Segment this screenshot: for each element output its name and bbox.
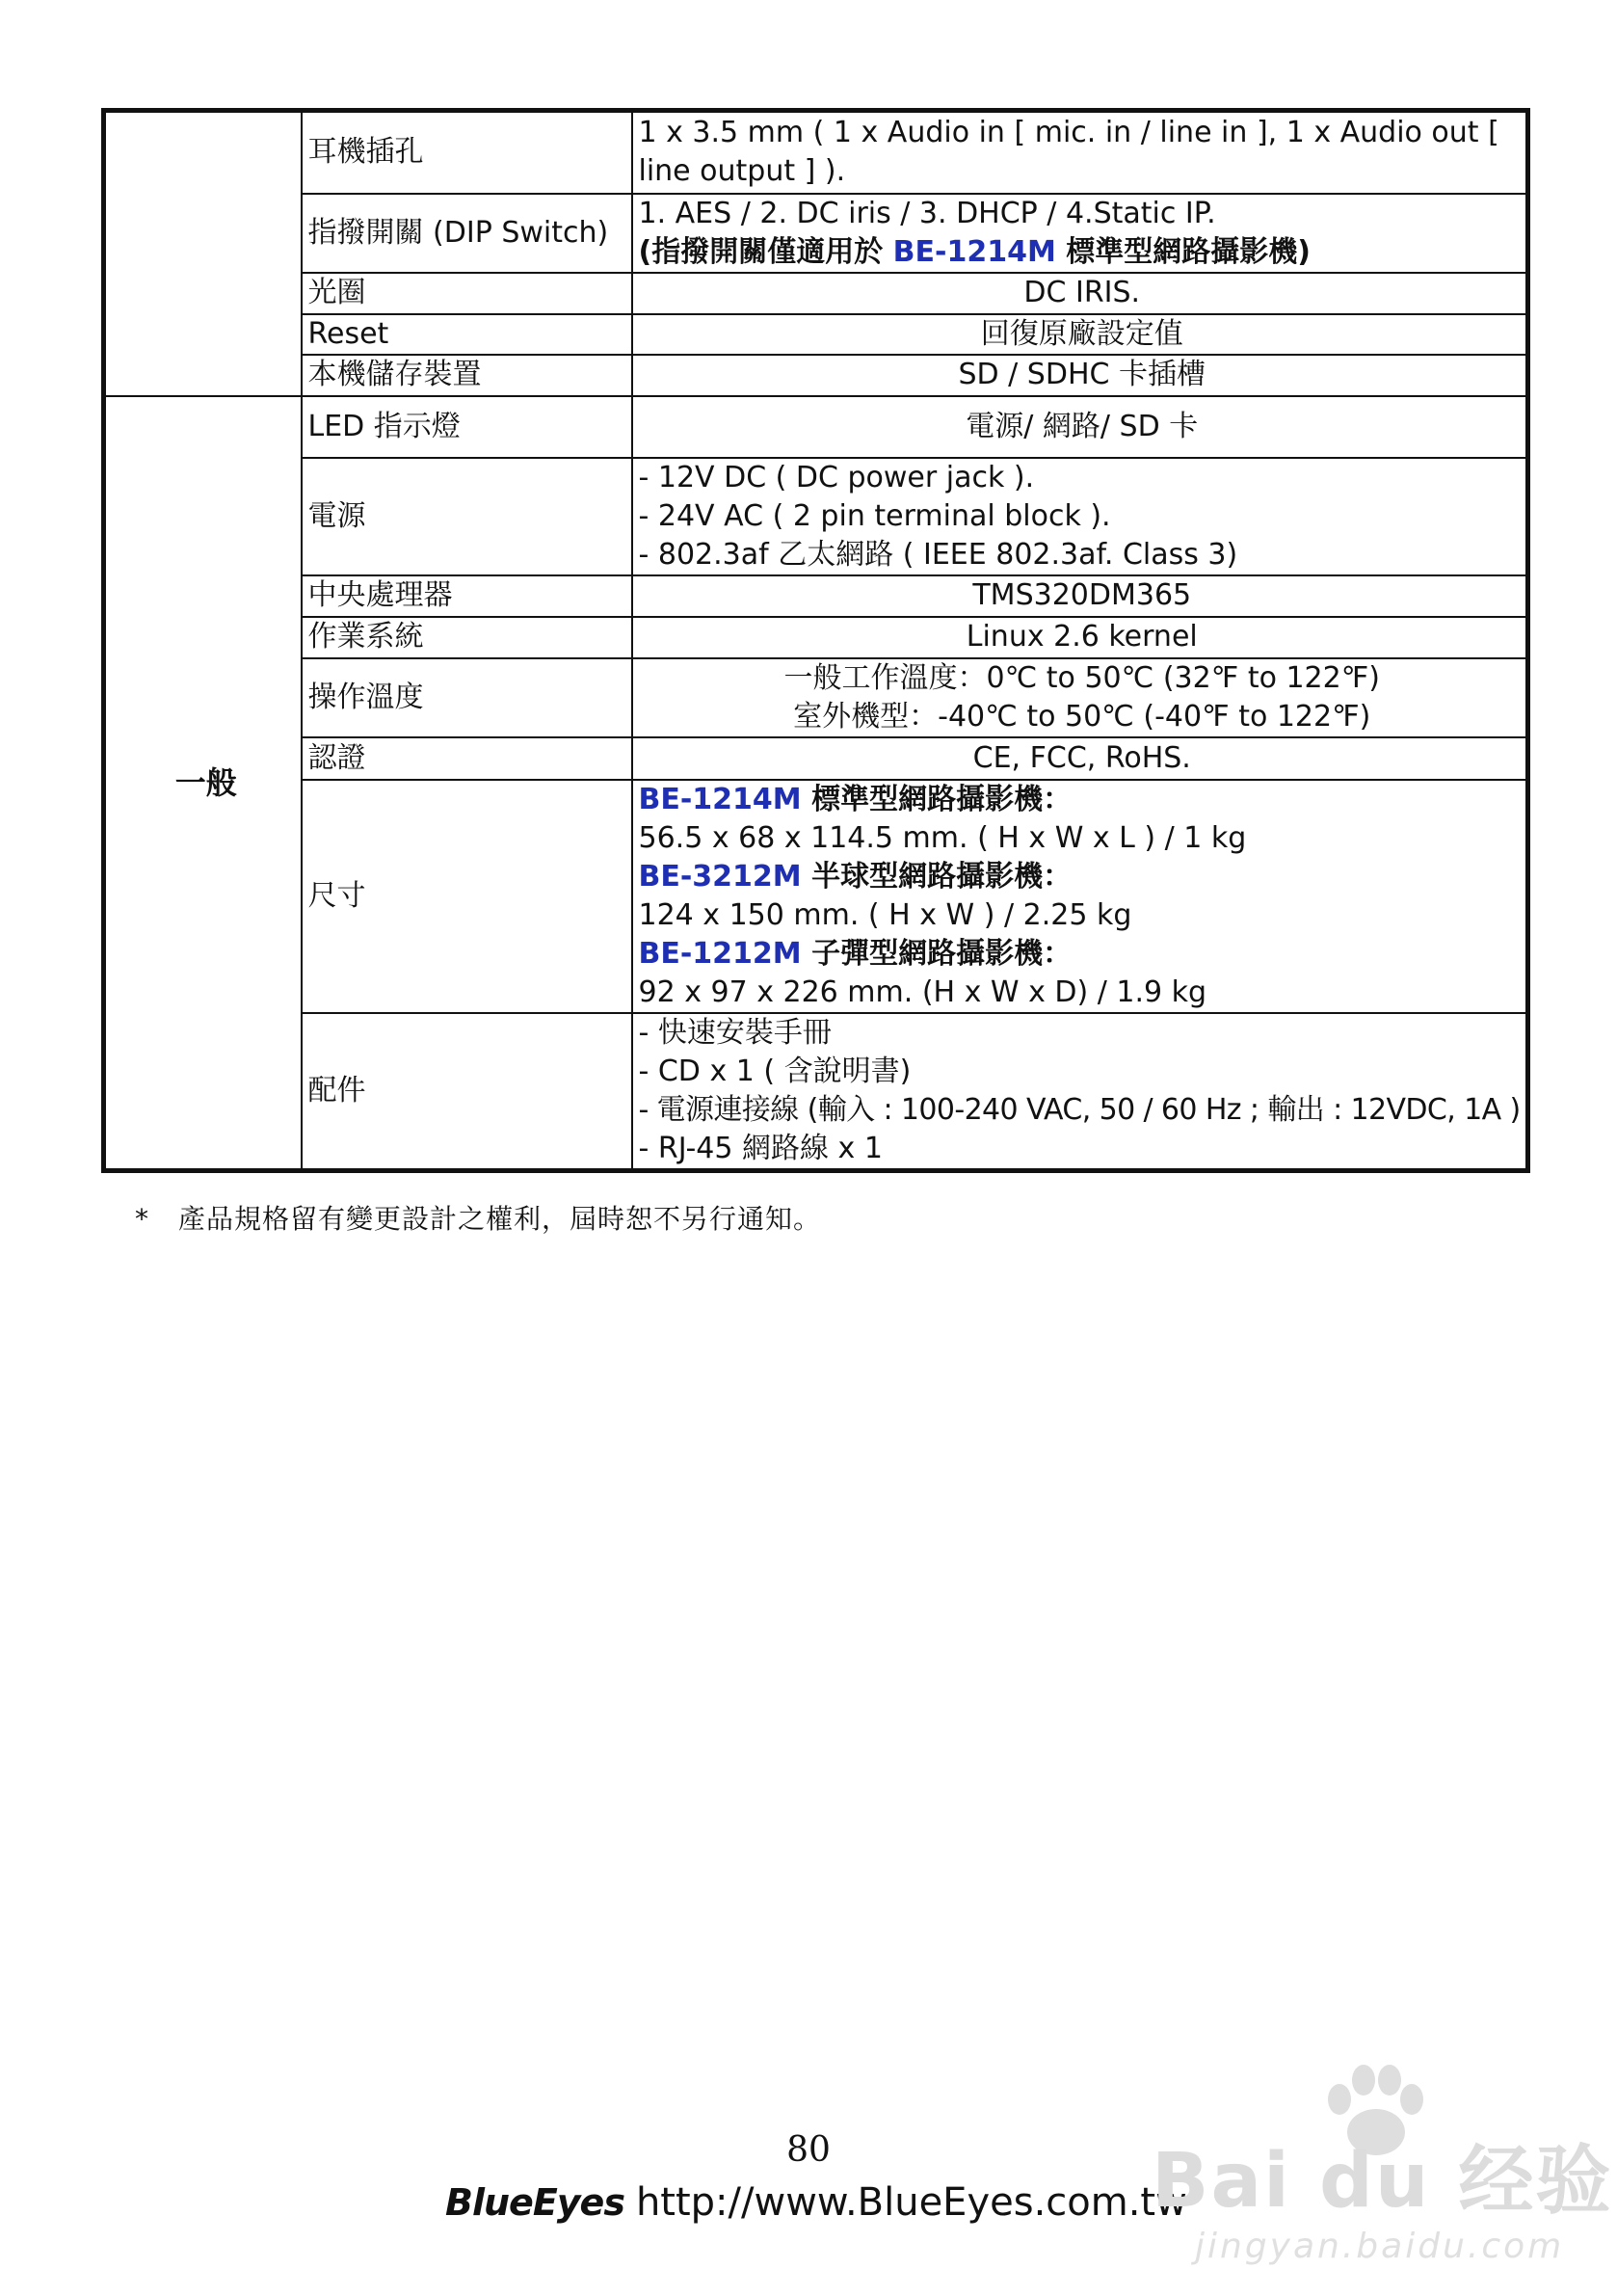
temperature-line: 一般工作溫度：0℃ to 50℃ (32℉ to 122℉) xyxy=(783,660,1380,695)
row-value-certification: CE, FCC, RoHS. xyxy=(632,737,1528,780)
power-line: - 802.3af 乙太網路 ( IEEE 802.3af. Class 3) xyxy=(638,537,1238,572)
row-label-led: LED 指示燈 xyxy=(302,396,632,458)
spec-table xyxy=(101,108,1530,1173)
row-value-temperature xyxy=(632,658,1528,737)
size-model-heading xyxy=(639,781,1526,819)
table-row xyxy=(104,194,1528,273)
size-model-heading xyxy=(639,858,1526,896)
table-row xyxy=(104,355,1528,396)
accessory-line: - RJ-45 網路線 x 1 xyxy=(638,1131,883,1165)
row-label-certification: 認證 xyxy=(302,737,632,780)
footer-url[interactable]: http://www.BlueEyes.com.tw xyxy=(635,2180,1187,2225)
row-value-reset: 回復原廠設定值 xyxy=(632,314,1528,355)
size-model-name: BE-3212M xyxy=(638,859,802,894)
row-value-earphone: 1 x 3.5 mm ( 1 x Audio in [ mic. in / line in ], 1 x Audio out [ line output ] ). xyxy=(632,111,1528,194)
baidu-watermark xyxy=(1152,2063,1613,2284)
size-model-type: 標準型網路攝影機： xyxy=(801,782,1073,816)
size-model-name: BE-1212M xyxy=(638,936,802,971)
table-row xyxy=(104,658,1528,737)
size-dimensions: 124 x 150 mm. ( H x W ) / 2.25 kg xyxy=(638,897,1132,932)
table-row xyxy=(104,780,1528,1013)
footer xyxy=(445,2180,1187,2225)
footnote-text: 產品規格留有變更設計之權利，屆時恕不另行通知。 xyxy=(178,1203,822,1235)
watermark-url-text: jingyan.baidu.com xyxy=(1195,2227,1565,2266)
row-value-storage: SD / SDHC 卡插槽 xyxy=(632,355,1528,396)
table-row xyxy=(104,737,1528,780)
row-value-cpu: TMS320DM365 xyxy=(632,575,1528,617)
row-value-dip-switch xyxy=(632,194,1528,273)
accessory-line: - 快速安裝手冊 xyxy=(638,1015,832,1050)
group-label-general: 一般 xyxy=(104,396,302,1171)
row-label-os: 作業系統 xyxy=(302,617,632,658)
dip-note-model: BE-1214M xyxy=(892,234,1056,269)
table-row xyxy=(104,575,1528,617)
dip-note-prefix: (指撥開關僅適用於 xyxy=(638,234,893,269)
row-label-temperature: 操作溫度 xyxy=(302,658,632,737)
temperature-line: 室外機型：-40℃ to 50℃ (-40℉ to 122℉) xyxy=(793,699,1371,734)
row-value-led: 電源/ 網路/ SD 卡 xyxy=(632,396,1528,458)
watermark-main-text: Bai du 经验 xyxy=(1152,2138,1613,2225)
footnote-asterisk: * xyxy=(135,1203,149,1235)
row-label-cpu: 中央處理器 xyxy=(302,575,632,617)
row-label-reset: Reset xyxy=(302,314,632,355)
footnote xyxy=(135,1198,821,1237)
group-cell-blank xyxy=(104,111,302,396)
table-row xyxy=(104,314,1528,355)
row-label-accessories: 配件 xyxy=(302,1013,632,1171)
table-row xyxy=(104,617,1528,658)
row-value-iris: DC IRIS. xyxy=(632,273,1528,314)
size-model-type: 子彈型網路攝影機： xyxy=(801,936,1073,971)
size-model-heading xyxy=(639,935,1526,974)
power-line: - 12V DC ( DC power jack ). xyxy=(638,460,1035,494)
table-row xyxy=(104,396,1528,458)
accessory-line: - CD x 1 ( 含說明書) xyxy=(638,1054,912,1088)
brand-logo: BlueEyes xyxy=(445,2181,624,2224)
dip-switch-options: 1. AES / 2. DC iris / 3. DHCP / 4.Static IP. xyxy=(638,196,1216,230)
accessory-line: - 電源連接線 (輸入 : 100-240 VAC, 50 / 60 Hz ; 輸出 : 12VDC, 1A ) xyxy=(638,1092,1521,1127)
row-label-earphone: 耳機插孔 xyxy=(302,111,632,194)
row-label-storage: 本機儲存裝置 xyxy=(302,355,632,396)
row-label-iris: 光圈 xyxy=(302,273,632,314)
size-model-name: BE-1214M xyxy=(638,782,802,816)
table-row xyxy=(104,111,1528,194)
row-label-size: 尺寸 xyxy=(302,780,632,1013)
size-dimensions: 92 x 97 x 226 mm. (H x W x D) / 1.9 kg xyxy=(638,974,1207,1009)
row-value-os: Linux 2.6 kernel xyxy=(632,617,1528,658)
size-model-type: 半球型網路攝影機： xyxy=(801,859,1073,894)
dip-switch-note xyxy=(639,233,1526,272)
size-dimensions: 56.5 x 68 x 114.5 mm. ( H x W x L ) / 1 kg xyxy=(638,820,1247,855)
table-row xyxy=(104,273,1528,314)
table-row xyxy=(104,1013,1528,1171)
power-line: - 24V AC ( 2 pin terminal block ). xyxy=(638,498,1111,533)
row-value-accessories xyxy=(632,1013,1528,1171)
dip-note-suffix: 標準型網路攝影機) xyxy=(1055,234,1311,269)
row-label-power: 電源 xyxy=(302,458,632,575)
row-value-size xyxy=(632,780,1528,1013)
table-row xyxy=(104,458,1528,575)
row-label-dip-switch: 指撥開關 (DIP Switch) xyxy=(302,194,632,273)
row-value-power xyxy=(632,458,1528,575)
page-number: 80 xyxy=(786,2130,831,2170)
